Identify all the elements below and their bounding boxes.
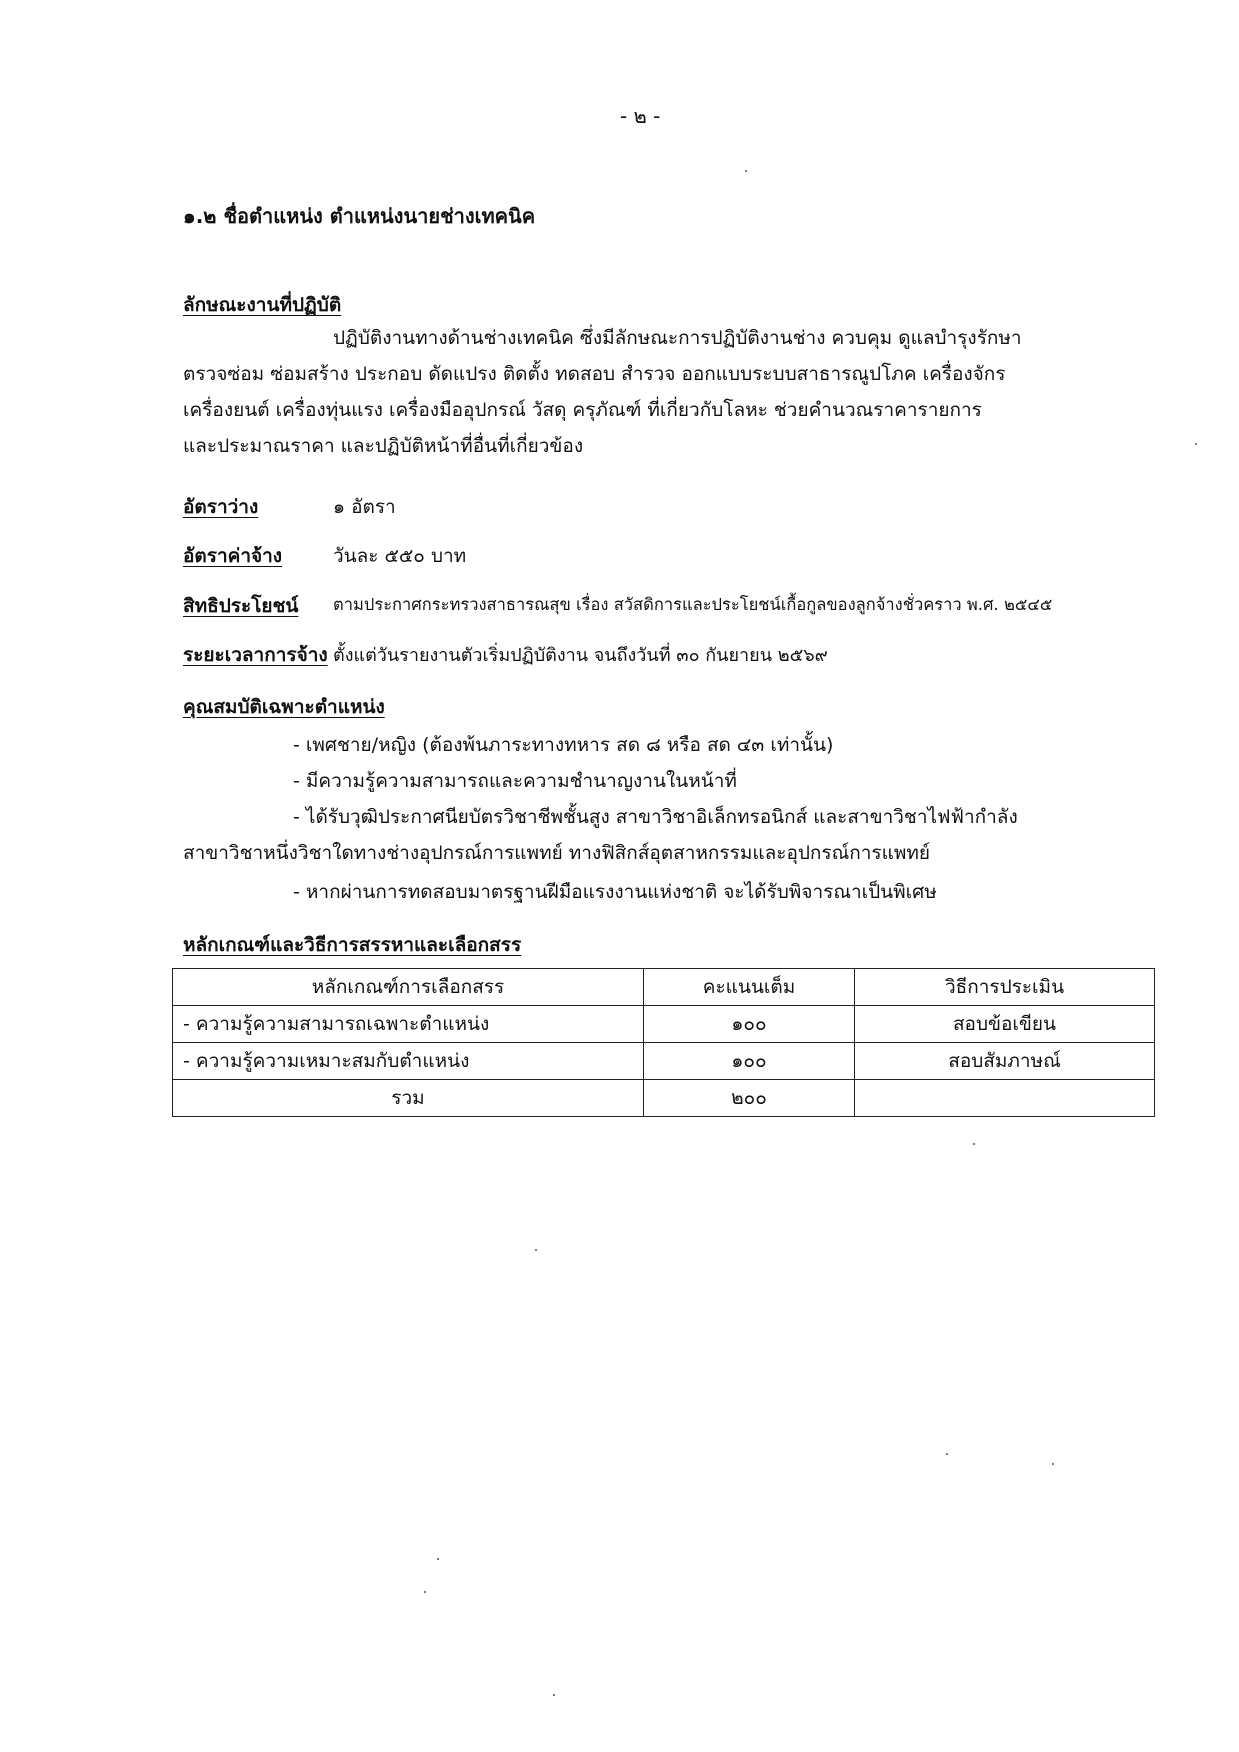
column-header: วิธีการประเมิน [855, 969, 1155, 1006]
method-cell: สอบสัมภาษณ์ [855, 1043, 1155, 1080]
vacancy-label: อัตราว่าง [183, 496, 259, 518]
job-nature-line: ปฏิบัติงานทางด้านช่างเทคนิค ซึ่งมีลักษณะการปฏิบัติงานช่าง ควบคุม ดูแลบำรุงรักษา [333, 327, 1022, 349]
method-cell: สอบข้อเขียน [855, 1006, 1155, 1043]
score-cell: ๑๐๐ [644, 1043, 855, 1080]
qualifications-heading: คุณสมบัติเฉพาะตำแหน่ง [183, 696, 385, 718]
job-nature-line: ตรวจซ่อม ซ่อมสร้าง ประกอบ ดัดแปรง ติดตั้ง ทดสอบ สำรวจ ออกแบบระบบสาธารณูปโภค เครื่องจักร [183, 363, 1006, 385]
qualification-item: - เพศชาย/หญิง (ต้องพ้นภาระทางทหาร สด ๘ หรือ สด ๔๓ เท่านั้น) [293, 734, 834, 756]
qualification-item: - ได้รับวุฒิประกาศนียบัตรวิชาชีพชั้นสูง สาขาวิชาอิเล็กทรอนิกส์ และสาขาวิชาไฟฟ้ากำลัง [293, 806, 1018, 828]
total-score-cell: ๒๐๐ [644, 1080, 855, 1117]
position-title: ๑.๒ ชื่อตำแหน่ง ตำแหน่งนายช่างเทคนิค [183, 204, 536, 228]
job-nature-line: เครื่องยนต์ เครื่องทุ่นแรง เครื่องมืออุปกรณ์ วัสดุ ครุภัณฑ์ ที่เกี่ยวกับโลหะ ช่วยคำนวณราคารายการ [183, 399, 982, 421]
score-cell: ๑๐๐ [644, 1006, 855, 1043]
table-row [173, 1043, 1155, 1080]
total-label-cell: รวม [173, 1080, 644, 1117]
job-nature-paragraph [183, 320, 1133, 464]
qualification-item: สาขาวิชาหนึ่งวิชาใดทางช่างอุปกรณ์การแพทย์ ทางฟิสิกส์อุตสาหกรรมและอุปกรณ์การแพทย์ [183, 842, 931, 864]
qualification-item: - มีความรู้ความสามารถและความชำนาญงานในหน้าที่ [293, 770, 737, 792]
scan-speck [424, 1591, 426, 1593]
scan-speck [973, 1143, 975, 1145]
criterion-cell: - ความรู้ความเหมาะสมกับตำแหน่ง [173, 1043, 644, 1080]
table-row [173, 1006, 1155, 1043]
criterion-cell: - ความรู้ความสามารถเฉพาะตำแหน่ง [173, 1006, 644, 1043]
qualification-item: - หากผ่านการทดสอบมาตรฐานฝีมือแรงงานแห่งชาติ จะได้รับพิจารณาเป็นพิเศษ [293, 881, 937, 903]
wage-value: วันละ ๕๕๐ บาท [333, 545, 467, 567]
scan-speck [1195, 443, 1197, 445]
scan-speck [745, 170, 747, 172]
scan-speck [1052, 1463, 1054, 1465]
page-number: - ๒ - [620, 104, 661, 128]
wage-label: อัตราค่าจ้าง [183, 545, 283, 567]
total-method-cell [855, 1080, 1155, 1117]
duration-label: ระยะเวลาการจ้าง [183, 644, 328, 666]
selection-criteria-table [172, 968, 1155, 1117]
duration-value: ตั้งแต่วันรายงานตัวเริ่มปฏิบัติงาน จนถึงวันที่ ๓๐ กันยายน ๒๕๖๙ [333, 645, 828, 666]
scan-speck [946, 1453, 948, 1455]
job-nature-heading: ลักษณะงานที่ปฏิบัติ [183, 294, 342, 316]
selection-heading: หลักเกณฑ์และวิธีการสรรหาและเลือกสรร [183, 934, 522, 956]
benefits-label: สิทธิประโยชน์ [183, 595, 299, 617]
scan-speck [437, 1558, 439, 1560]
benefits-value: ตามประกาศกระทรวงสาธารณสุข เรื่อง สวัสดิการและประโยชน์เกื้อกูลของลูกจ้างชั่วคราว พ.ศ. ๒๕๔๕ [333, 595, 1053, 614]
column-header: หลักเกณฑ์การเลือกสรร [173, 969, 644, 1006]
scan-speck [535, 1249, 537, 1251]
scan-speck [553, 1694, 555, 1696]
column-header: คะแนนเต็ม [644, 969, 855, 1006]
job-nature-line: และประมาณราคา และปฏิบัติหน้าที่อื่นที่เกี่ยวข้อง [183, 435, 584, 457]
table-row-total [173, 1080, 1155, 1117]
table-header-row [173, 969, 1155, 1006]
vacancy-value: ๑ อัตรา [333, 496, 396, 518]
